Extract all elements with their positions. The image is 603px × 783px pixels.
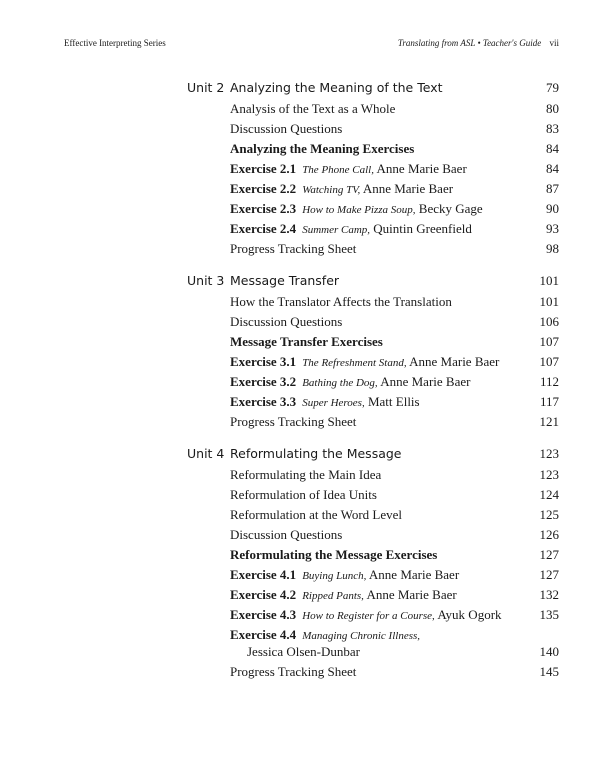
entry-page: 126 <box>539 527 559 542</box>
exercise-id: Exercise 3.2 <box>230 374 297 389</box>
toc-entry-exercise <box>187 587 559 607</box>
exercise-author: Anne Marie Baer <box>362 181 454 196</box>
exercise-author: Ayuk Ogork <box>437 607 502 622</box>
exercise-title: Super Heroes, <box>302 397 365 409</box>
entry-text: Analysis of the Text as a Whole <box>230 101 396 116</box>
unit-heading <box>187 273 559 294</box>
toc-entry-exercise <box>187 161 559 181</box>
exercise-author: Becky Gage <box>418 201 483 216</box>
entry-page: 84 <box>546 141 559 156</box>
entry-text: Progress Tracking Sheet <box>230 241 357 256</box>
exercise-id: Exercise 2.2 <box>230 181 297 196</box>
entry-text <box>187 394 513 410</box>
entry-page: 106 <box>539 314 559 329</box>
toc-entry-exercise <box>187 394 559 414</box>
entry-text <box>187 607 513 623</box>
entry-page: 121 <box>539 414 559 429</box>
toc-entry-exercise <box>187 181 559 201</box>
unit-page: 123 <box>539 446 559 461</box>
series-title: Effective Interpreting Series <box>64 38 166 48</box>
exercise-id: Exercise 4.2 <box>230 587 297 602</box>
toc-entry <box>187 507 559 527</box>
entry-page: 123 <box>539 467 559 482</box>
exercise-id: Exercise 2.4 <box>230 221 297 236</box>
exercise-id: Exercise 2.1 <box>230 161 297 176</box>
exercise-author: Quintin Greenfield <box>373 221 472 236</box>
entry-page: 140 <box>539 644 559 659</box>
exercise-title: How to Register for a Course, <box>302 610 435 622</box>
entry-text <box>187 161 513 177</box>
toc-entry-exercise <box>187 567 559 587</box>
entry-text <box>187 201 513 217</box>
toc-entry <box>187 414 559 434</box>
exercise-author: Matt Ellis <box>367 394 420 409</box>
exercise-author: Anne Marie Baer <box>366 587 457 602</box>
entry-page: 145 <box>539 664 559 679</box>
toc-entry <box>187 294 559 314</box>
unit-heading <box>187 80 559 101</box>
unit-number: Unit 4 <box>187 446 225 461</box>
entry-line <box>187 644 559 664</box>
unit-title: Reformulating the Message <box>230 446 402 461</box>
entry-page: 124 <box>539 487 559 502</box>
toc-entry <box>187 664 559 684</box>
entry-text: Reformulating the Main Idea <box>230 467 382 482</box>
entry-text: Discussion Questions <box>230 314 343 329</box>
exercise-title: Managing Chronic Illness, <box>302 630 421 642</box>
toc-entry-exercise <box>187 374 559 394</box>
entry-text: Reformulation at the Word Level <box>230 507 402 522</box>
exercise-id: Exercise 4.1 <box>230 567 297 582</box>
entry-page: 84 <box>546 161 559 176</box>
toc-entry <box>187 314 559 334</box>
entry-page: 125 <box>539 507 559 522</box>
toc-entry-exercise <box>187 627 559 664</box>
entry-text: How the Translator Affects the Translation <box>230 294 452 309</box>
unit-heading <box>187 446 559 467</box>
entry-text <box>187 221 513 237</box>
book-title-and-page <box>398 38 559 48</box>
toc-entry-exercise <box>187 221 559 241</box>
unit-number: Unit 2 <box>187 80 225 95</box>
exercise-id: Exercise 3.1 <box>230 354 297 369</box>
exercise-author: Anne Marie Baer <box>376 161 467 176</box>
entry-page: 83 <box>546 121 559 136</box>
exercise-title: Watching TV, <box>302 184 361 196</box>
exercise-author: Anne Marie Baer <box>368 567 460 582</box>
entry-page: 98 <box>546 241 559 256</box>
running-header <box>64 38 559 48</box>
toc-entry-exercise <box>187 354 559 374</box>
entry-text: Progress Tracking Sheet <box>230 664 357 679</box>
page-number: vii <box>549 38 559 48</box>
entry-text <box>187 374 513 390</box>
entry-text: Discussion Questions <box>230 121 343 136</box>
toc-entry <box>187 241 559 261</box>
entry-page: 117 <box>539 394 559 409</box>
exercise-id: Exercise 4.4 <box>230 627 297 642</box>
entry-text: Analyzing the Meaning Exercises <box>230 141 415 156</box>
unit-number: Unit 3 <box>187 273 225 288</box>
entry-page: 107 <box>539 354 559 369</box>
exercise-id: Exercise 4.3 <box>230 607 297 622</box>
exercise-title: Buying Lunch, <box>302 570 367 582</box>
toc-entry-exercise <box>187 201 559 221</box>
exercise-title: Bathing the Dog, <box>302 377 378 389</box>
entry-page: 90 <box>546 201 559 216</box>
entry-text: Reformulating the Message Exercises <box>230 547 438 562</box>
entry-page: 107 <box>539 334 559 349</box>
entry-text: Message Transfer Exercises <box>230 334 383 349</box>
entry-page: 132 <box>539 587 559 602</box>
entry-page: 101 <box>539 294 559 309</box>
toc-unit <box>187 273 559 434</box>
exercise-title: Summer Camp, <box>302 224 371 236</box>
entry-page: 127 <box>539 547 559 562</box>
toc-entry <box>187 467 559 487</box>
toc-entry <box>187 334 559 354</box>
unit-page: 101 <box>539 273 559 288</box>
entry-text <box>187 181 513 197</box>
toc-entry <box>187 547 559 567</box>
entry-text <box>187 587 513 603</box>
exercise-id: Exercise 3.3 <box>230 394 297 409</box>
toc-entry <box>187 527 559 547</box>
toc-entry <box>187 121 559 141</box>
entry-text: Progress Tracking Sheet <box>230 414 357 429</box>
unit-page: 79 <box>546 80 559 95</box>
entry-text: Reformulation of Idea Units <box>230 487 377 502</box>
exercise-title: The Phone Call, <box>302 164 374 176</box>
entry-page: 112 <box>539 374 559 389</box>
unit-title: Analyzing the Meaning of the Text <box>230 80 443 95</box>
book-title: Translating from ASL • Teacher's Guide <box>397 38 542 48</box>
entry-page: 80 <box>546 101 559 116</box>
exercise-title: How to Make Pizza Soup, <box>302 204 416 216</box>
exercise-id: Exercise 2.3 <box>230 201 297 216</box>
toc-unit <box>187 446 559 684</box>
toc-entry-exercise <box>187 607 559 627</box>
unit-title: Message Transfer <box>230 273 340 288</box>
exercise-author: Anne Marie Baer <box>380 374 471 389</box>
entry-line <box>187 627 559 644</box>
toc-entry <box>187 487 559 507</box>
exercise-author: Jessica Olsen-Dunbar <box>247 644 360 659</box>
entry-text <box>187 354 513 370</box>
entry-text <box>187 567 513 583</box>
exercise-title: The Refreshment Stand, <box>302 357 407 369</box>
entry-page: 135 <box>539 607 559 622</box>
entry-page: 93 <box>546 221 559 236</box>
toc-entry <box>187 101 559 121</box>
toc-entry <box>187 141 559 161</box>
exercise-author: Anne Marie Baer <box>409 354 500 369</box>
entry-text: Discussion Questions <box>230 527 343 542</box>
entry-page: 127 <box>539 567 559 582</box>
table-of-contents <box>187 80 559 696</box>
toc-unit <box>187 80 559 261</box>
entry-page: 87 <box>546 181 559 196</box>
exercise-title: Ripped Pants, <box>302 590 364 602</box>
